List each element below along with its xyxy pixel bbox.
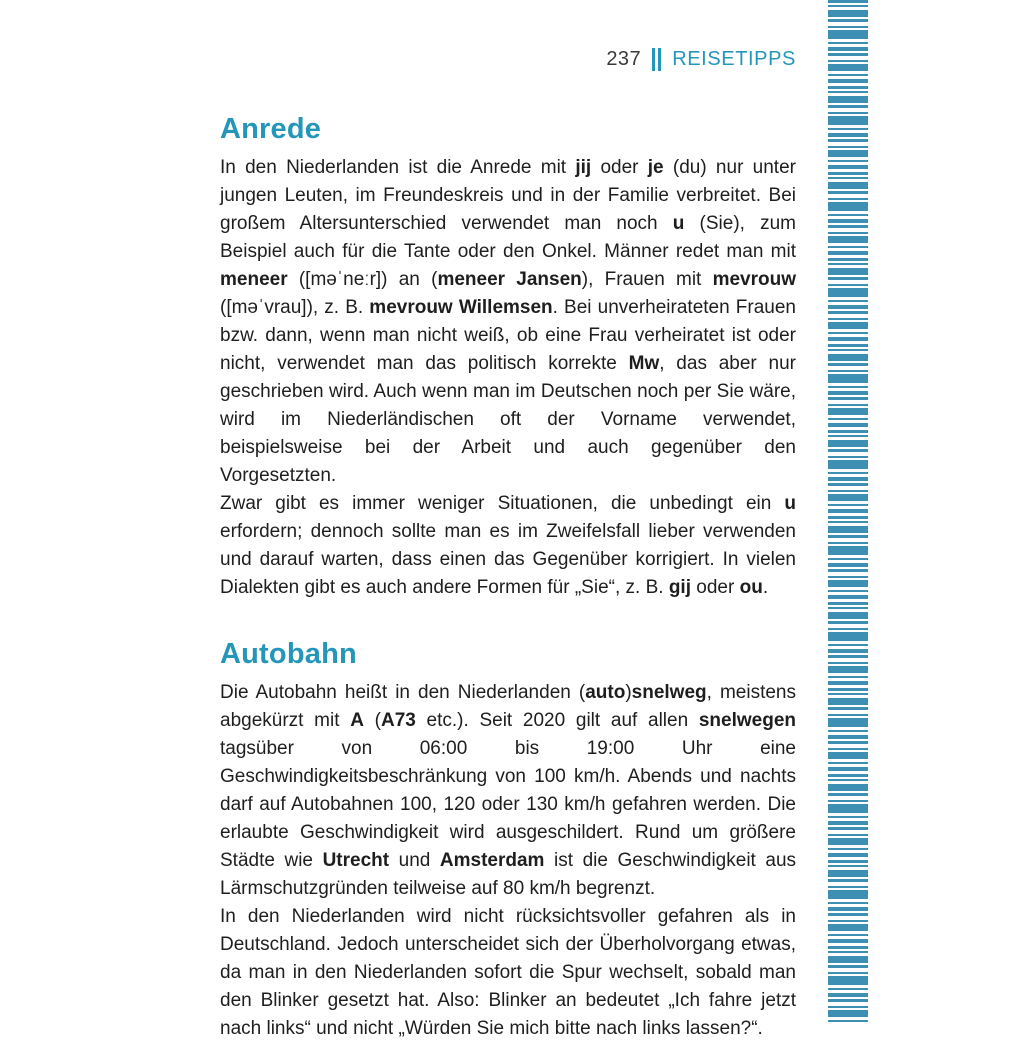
text-run: ([məˈneːr]) an ( bbox=[287, 269, 438, 290]
emphasized-term: A73 bbox=[380, 710, 416, 731]
emphasized-term: meneer bbox=[220, 269, 288, 290]
emphasized-term: A bbox=[350, 710, 364, 731]
text-run: ) bbox=[625, 682, 632, 703]
page-header bbox=[220, 48, 796, 71]
paragraph bbox=[220, 679, 796, 903]
text-run: ([məˈvrau]), z. B. bbox=[220, 297, 370, 318]
decorative-stripe-band bbox=[828, 0, 868, 1024]
page-number: 237 bbox=[606, 48, 642, 70]
emphasized-term: Amsterdam bbox=[439, 850, 545, 871]
emphasized-term: jij bbox=[575, 157, 592, 178]
text-run: ist die Geschwindigkeit aus Lärmschutzgründen teilweise auf 80 km/h begrenzt. bbox=[220, 850, 797, 899]
text-run: Die Autobahn heißt in den Niederlanden ( bbox=[220, 682, 586, 703]
paragraph bbox=[220, 490, 796, 602]
section-autobahn bbox=[220, 638, 796, 1043]
text-run: ( bbox=[363, 710, 381, 731]
paragraph bbox=[220, 903, 796, 1043]
text-run: In den Niederlanden wird nicht rücksichtsvoller gefahren als in Deutschland. Jedoch unterscheidet sich der Überholvorgang etwas, da man in den Niederlanden sofort die Spur wechselt, sobald man den Blinker gesetzt hat. Also: Blinker an bedeutet „Ich fahre jetzt nach links“ und nicht „Würden Sie mich bitte nach links lassen?“. bbox=[220, 906, 796, 1039]
text-run: (du) nur unter jungen Leuten, im Freundeskreis und in der Familie verbreitet. Bei großem Altersunterschied verwendet man noch bbox=[220, 157, 796, 234]
page-content bbox=[220, 0, 796, 1043]
text-run: oder bbox=[691, 577, 740, 598]
text-run: , meistens abgekürzt mit bbox=[220, 682, 796, 731]
text-run: (Sie), zum Beispiel auch für die Tante oder den Onkel. Männer redet man mit bbox=[220, 213, 796, 262]
emphasized-term: gij bbox=[668, 577, 691, 598]
emphasized-term: auto bbox=[585, 682, 626, 703]
emphasized-term: Utrecht bbox=[322, 850, 390, 871]
section-body-anrede bbox=[220, 154, 796, 602]
section-body-autobahn bbox=[220, 679, 796, 1043]
text-run: . Bei unverheirateten Frauen bzw. dann, wenn man nicht weiß, ob eine Frau verheiratet ist oder nicht, verwendet man das politisch korrekte bbox=[220, 297, 796, 374]
emphasized-term: mevrouw bbox=[712, 269, 796, 290]
text-run: Zwar gibt es immer weniger Situationen, die unbedingt ein bbox=[220, 493, 785, 514]
emphasized-term: Mw bbox=[628, 353, 660, 374]
emphasized-term: mevrouw Willemsen bbox=[369, 297, 553, 318]
emphasized-term: snelwegen bbox=[698, 710, 797, 731]
emphasized-term: meneer Jansen bbox=[437, 269, 582, 290]
text-run: , das aber nur geschrieben wird. Auch wenn man im Deutschen noch per Sie wäre, wird im Niederländischen oft der Vorname verwendet, beispielsweise bei der Arbeit und auch gegenüber den Vorgesetzten. bbox=[220, 353, 796, 486]
text-run: ), Frauen mit bbox=[581, 269, 713, 290]
text-run: erfordern; dennoch sollte man es im Zweifelsfall lieber verwenden und darauf warten, dass einen das Gegenüber korrigiert. In vielen Dialekten gibt es auch andere Formen für „Sie“, z. B. bbox=[220, 521, 796, 598]
section-heading-autobahn: Autobahn bbox=[220, 638, 357, 670]
paragraph bbox=[220, 154, 796, 490]
text-run: In den Niederlanden ist die Anrede mit bbox=[220, 157, 576, 178]
section-anrede bbox=[220, 113, 796, 602]
emphasized-term: ou bbox=[739, 577, 763, 598]
text-run: oder bbox=[591, 157, 648, 178]
double-bar-divider-icon bbox=[652, 48, 661, 71]
emphasized-term: je bbox=[647, 157, 664, 178]
text-run: und bbox=[389, 850, 440, 871]
text-run: . bbox=[762, 577, 769, 598]
emphasized-term: snelweg bbox=[631, 682, 707, 703]
text-run: etc.). Seit 2020 gilt auf allen bbox=[415, 710, 699, 731]
text-run: tagsüber von 06:00 bis 19:00 Uhr eine Geschwindigkeitsbeschränkung von 100 km/h. Abends und nachts darf auf Autobahnen 100, 120 oder 130 km/h gefahren werden. Die erlaubte Geschwindigkeit wird ausgeschildert. Rund um größere Städte wie bbox=[220, 738, 796, 871]
emphasized-term: u bbox=[784, 493, 796, 514]
chapter-title: REISETIPPS bbox=[672, 48, 796, 70]
emphasized-term: u bbox=[672, 213, 685, 234]
section-heading-anrede: Anrede bbox=[220, 113, 322, 145]
